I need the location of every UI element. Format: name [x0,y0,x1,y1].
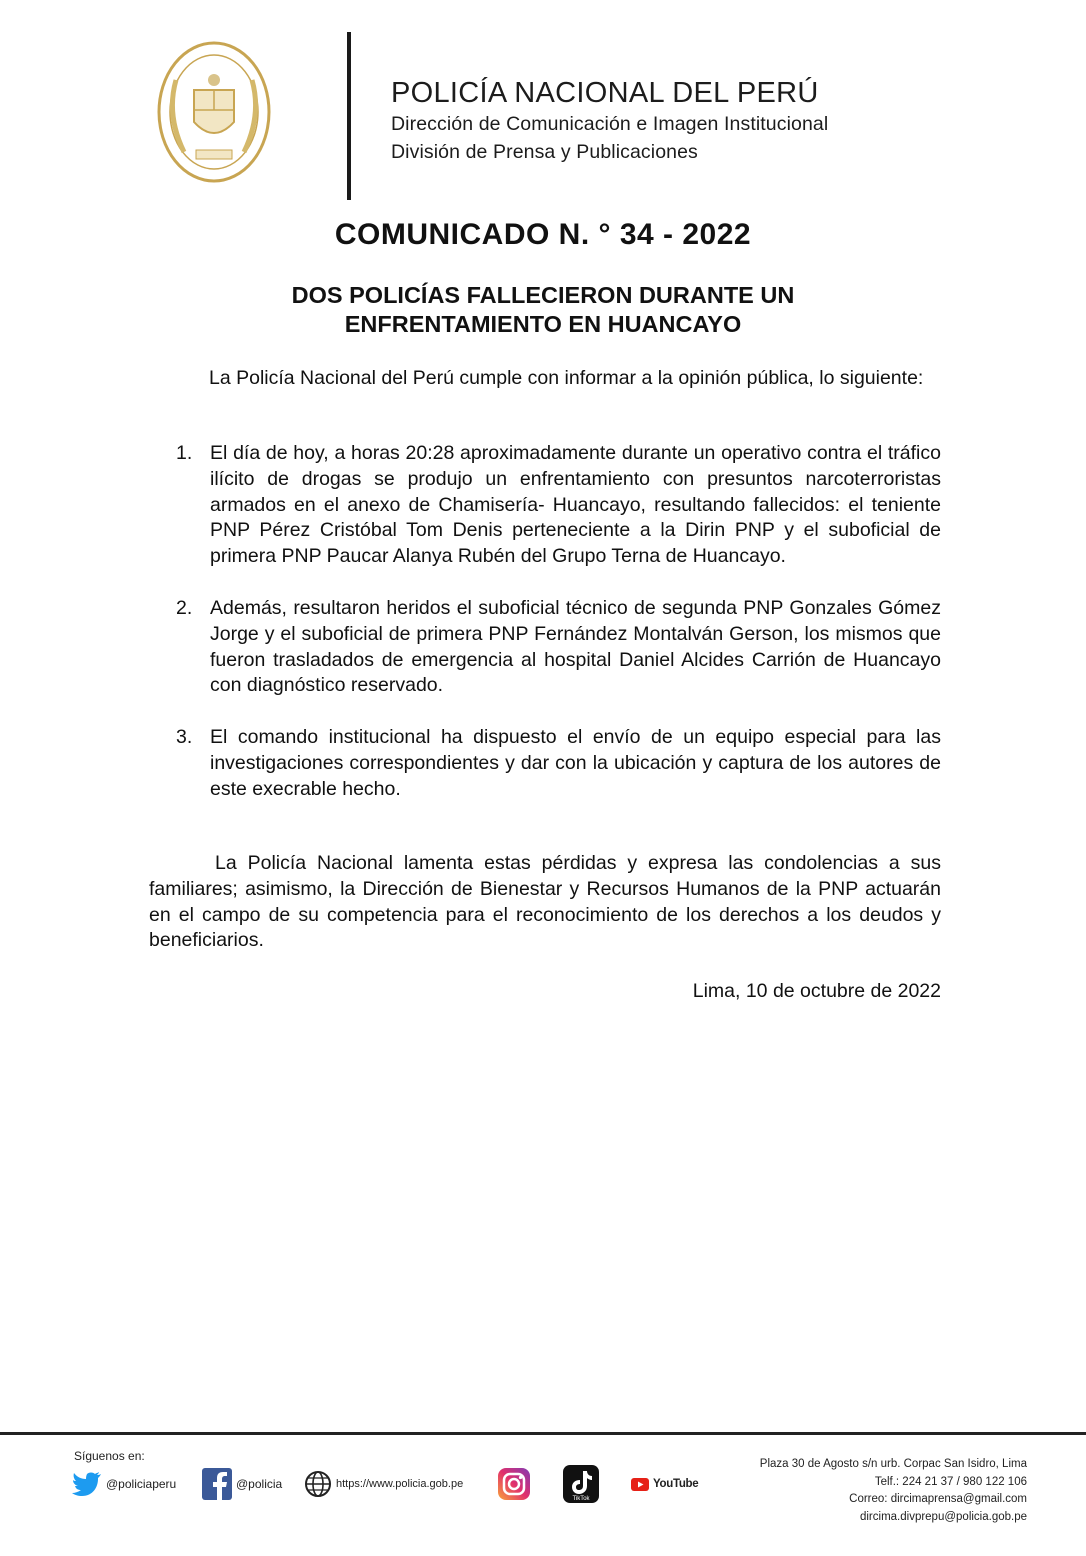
communique-headline [0,281,1086,339]
list-item [149,596,941,699]
list-item [149,441,941,570]
list-item-number: 2. [176,596,193,619]
email-line: Correo: dircimaprensa@gmail.com [849,1493,1027,1505]
phone-line: Telf.: 224 21 37 / 980 122 106 [874,1475,1027,1488]
youtube-icon [631,1478,649,1491]
footer-divider [0,1432,1086,1435]
police-seal-logo [156,40,272,185]
closing-paragraph: La Policía Nacional lamenta estas pérdidas y expresa las condolencias a sus familiares; asimismo, la Dirección de Bienestar y Recursos Humanos de la PNP actuarán en el campo de su competencia para el reconocimiento de los derechos a los deudos y beneficiarios. [149,852,941,952]
list-item-number: 3. [176,726,193,749]
organization-direction: Dirección de Comunicación e Imagen Institucional [391,113,829,135]
communique-title: COMUNICADO N. ° 34 - 2022 [334,218,752,251]
headline-line-2: ENFRENTAMIENTO EN HUANCAYO [344,311,742,337]
website-link[interactable] [304,1464,463,1504]
list-item-text: El comando institucional ha dispuesto el envío de un equipo especial para las investigaciones correspondientes y dar con la ubicación y captura de los autores de este execrable hecho. [210,726,941,800]
website-url: https://www.policia.gob.pe [336,1478,464,1490]
list-item [149,725,941,802]
organization-block [391,76,828,166]
intro-paragraph: La Policía Nacional del Perú cumple con informar a la opinión pública, lo siguiente: [209,367,924,389]
organization-division: División de Prensa y Publicaciones [391,141,698,163]
contact-block [760,1456,1027,1526]
headline-line-1: DOS POLICÍAS FALLECIERON DURANTE UN [291,282,795,308]
twitter-icon [72,1471,102,1497]
twitter-link[interactable] [72,1464,176,1504]
list-item-text: Además, resultaron heridos el suboficial técnico de segunda PNP Gonzales Gómez Jorge y el suboficial de primera PNP Fernández Montalván Gerson, los mismos que fueron trasladados de emergencia al hospital Daniel Alcides Carrión de Huancayo con diagnóstico reservado. [210,596,941,697]
numbered-list [149,441,941,829]
list-item-number: 1. [176,442,193,464]
youtube-link[interactable] [631,1464,698,1504]
list-item-text: El día de hoy, a horas 20:28 aproximadamente durante un operativo contra el tráfico ilícito de drogas se produjo un enfrentamiento con presuntos narcoterroristas armados en el anexo de Chamisería- Huancayo, resultando fallecidos: el teniente PNP Pérez Cristóbal Tom Denis perteneciente a la Dirin PNP y el suboficial de primera PNP Paucar Alanya Rubén del Grupo Terna de Huancayo. [210,442,941,568]
tiktok-label: TikTok [572,1496,590,1502]
tiktok-link[interactable] [563,1464,603,1504]
twitter-handle: @policiaperu [106,1477,177,1491]
facebook-icon [202,1468,232,1500]
address-line: Plaza 30 de Agosto s/n urb. Corpac San Isidro, Lima [759,1458,1027,1470]
youtube-label: YouTube [653,1478,699,1490]
email-line-2: dircima.divprepu@policia.gob.pe [859,1510,1027,1523]
instagram-icon [497,1467,531,1501]
facebook-link[interactable] [202,1464,282,1504]
globe-icon [304,1470,332,1498]
facebook-handle: @policia [236,1477,283,1491]
document-date: Lima, 10 de octubre de 2022 [692,980,941,1002]
follow-us-label: Síguenos en: [74,1449,145,1463]
header-divider [347,32,351,200]
organization-title: POLICÍA NACIONAL DEL PERÚ [391,77,819,109]
instagram-link[interactable] [497,1464,535,1504]
tiktok-icon [563,1465,599,1503]
